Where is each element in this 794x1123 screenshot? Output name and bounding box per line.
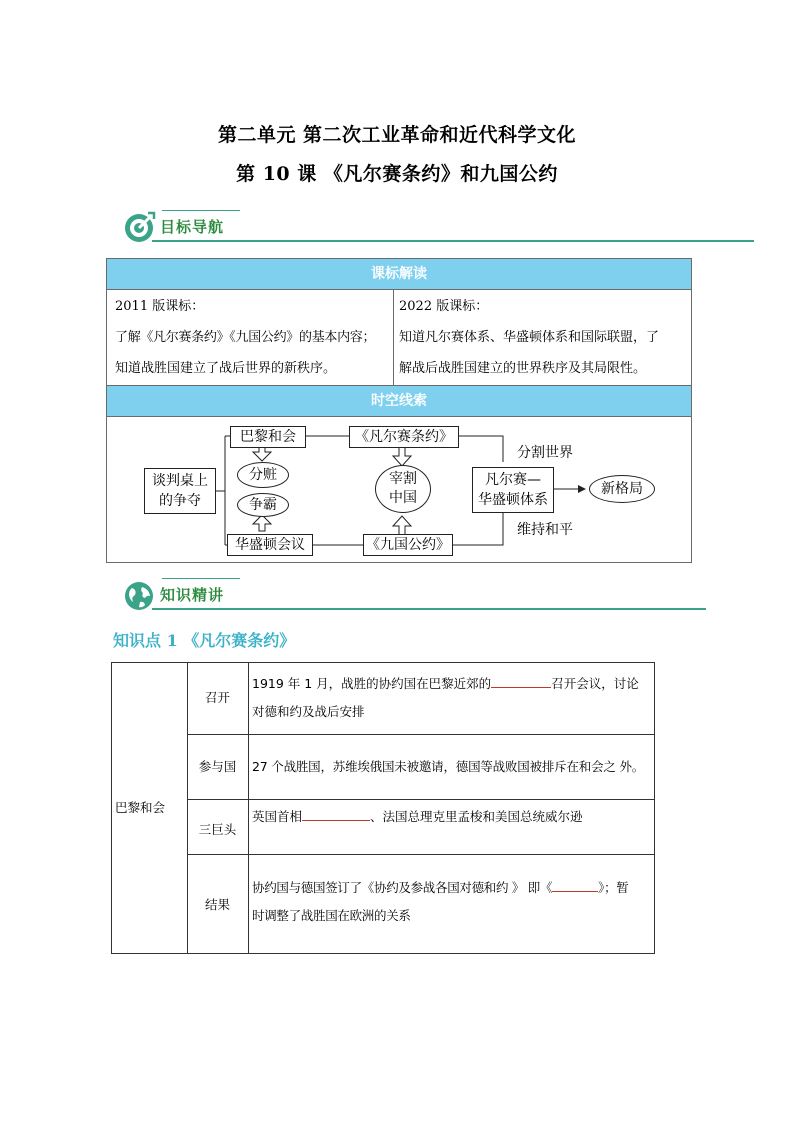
table-border [654,662,655,954]
table-border [111,953,655,954]
row-label: 结果 [204,897,230,912]
knowledge-table [111,662,655,954]
versailles-treaty-box: 《凡尔赛条约》 [349,426,459,448]
table-border [111,662,655,663]
standard-2022-heading: 2022 版课标： [399,299,489,314]
table-border [187,799,655,800]
row-text: 27 个战胜国，苏维埃俄国未被邀请，德国等战败国被排斥在和会之 外。 [252,759,645,774]
main-row-label: 巴黎和会 [115,800,166,815]
diagram-left-box [144,468,216,514]
left-box-line2: 的争夺 [159,493,201,509]
row-text: 召开会议，讨论 [551,676,639,691]
row-content [252,753,652,781]
row-label: 三巨头 [198,822,237,837]
row-text: 、法国总理克里孟梭和美国总统威尔逊 [370,809,583,824]
zaige-line2: 中国 [389,490,417,506]
zhengba-ellipse: 争霸 [237,493,289,517]
curriculum-box [106,258,692,563]
section-top-rule [162,210,240,211]
row-content [252,803,652,831]
system-box [472,467,554,513]
section-goal-nav [122,208,754,248]
section-label: 目标导航 [160,218,225,236]
standard-2011-heading: 2011 版课标： [115,299,205,314]
unit-title: 第二单元 第二次工业革命和近代科学文化 [217,124,577,146]
section-rule [152,240,754,242]
zaige-ellipse [375,465,431,513]
standard-2022-line1: 知道凡尔赛体系、华盛顿体系和国际联盟，了 [399,330,660,345]
new-pattern-ellipse: 新格局 [589,475,655,503]
row-text: 1919 年 1 月，战胜的协约国在巴黎近郊的 [252,676,492,691]
knowledge-point-title: 知识点 1 《凡尔赛条约》 [113,631,296,650]
divide-world-label: 分割世界 [517,445,573,461]
row-label: 召开 [204,690,230,705]
target-icon [122,210,156,244]
left-box-line1: 谈判桌上 [152,473,208,489]
fill-blank[interactable] [302,806,370,821]
keep-peace-label: 维持和平 [517,522,573,538]
row-text: 英国首相 [252,809,303,824]
section-rule [152,608,706,610]
system-line2: 华盛顿体系 [478,492,548,508]
timeline-connectors [107,259,691,562]
row-label: 参与国 [198,759,237,774]
row-text: 协约国与德国签订了《协约及参战各国对德和约 》 即《 [252,880,553,895]
curriculum-bar: 课标解读 [107,259,691,289]
fill-blank[interactable] [491,673,551,688]
standard-2011-line2: 知道战胜国建立了战后世界的新秩序。 [115,361,337,376]
paris-conference-box: 巴黎和会 [230,426,306,448]
standard-2011-line1: 了解《凡尔赛条约》《九国公约》的基本内容； [115,330,376,345]
washington-conference-box: 华盛顿会议 [227,534,313,556]
system-line1: 凡尔赛— [485,472,541,488]
lesson-title: 第 10 课 《凡尔赛条约》和九国公约 [236,163,558,185]
standard-2022-line2: 解战后战胜国建立的世界秩序及其局限性。 [399,361,647,376]
table-border [187,854,655,855]
row-content [252,874,652,930]
section-top-rule [162,578,240,579]
zaige-line1: 宰割 [389,471,417,487]
table-border [187,734,655,735]
row-text: 时调整了战胜国在欧洲的关系 [252,908,411,923]
section-label: 知识精讲 [160,586,225,604]
fill-blank[interactable] [552,877,598,892]
row-text: 对德和约及战后安排 [252,704,365,719]
globe-icon [122,578,156,612]
nine-power-treaty-box: 《九国公约》 [363,534,453,556]
timeline-bar: 时空线索 [107,386,691,416]
table-border [248,662,249,954]
table-border [111,662,112,954]
section-knowledge [122,576,706,616]
fenzang-ellipse: 分赃 [237,462,289,488]
row-text: 》；暂 [598,880,629,895]
row-content [252,670,652,726]
